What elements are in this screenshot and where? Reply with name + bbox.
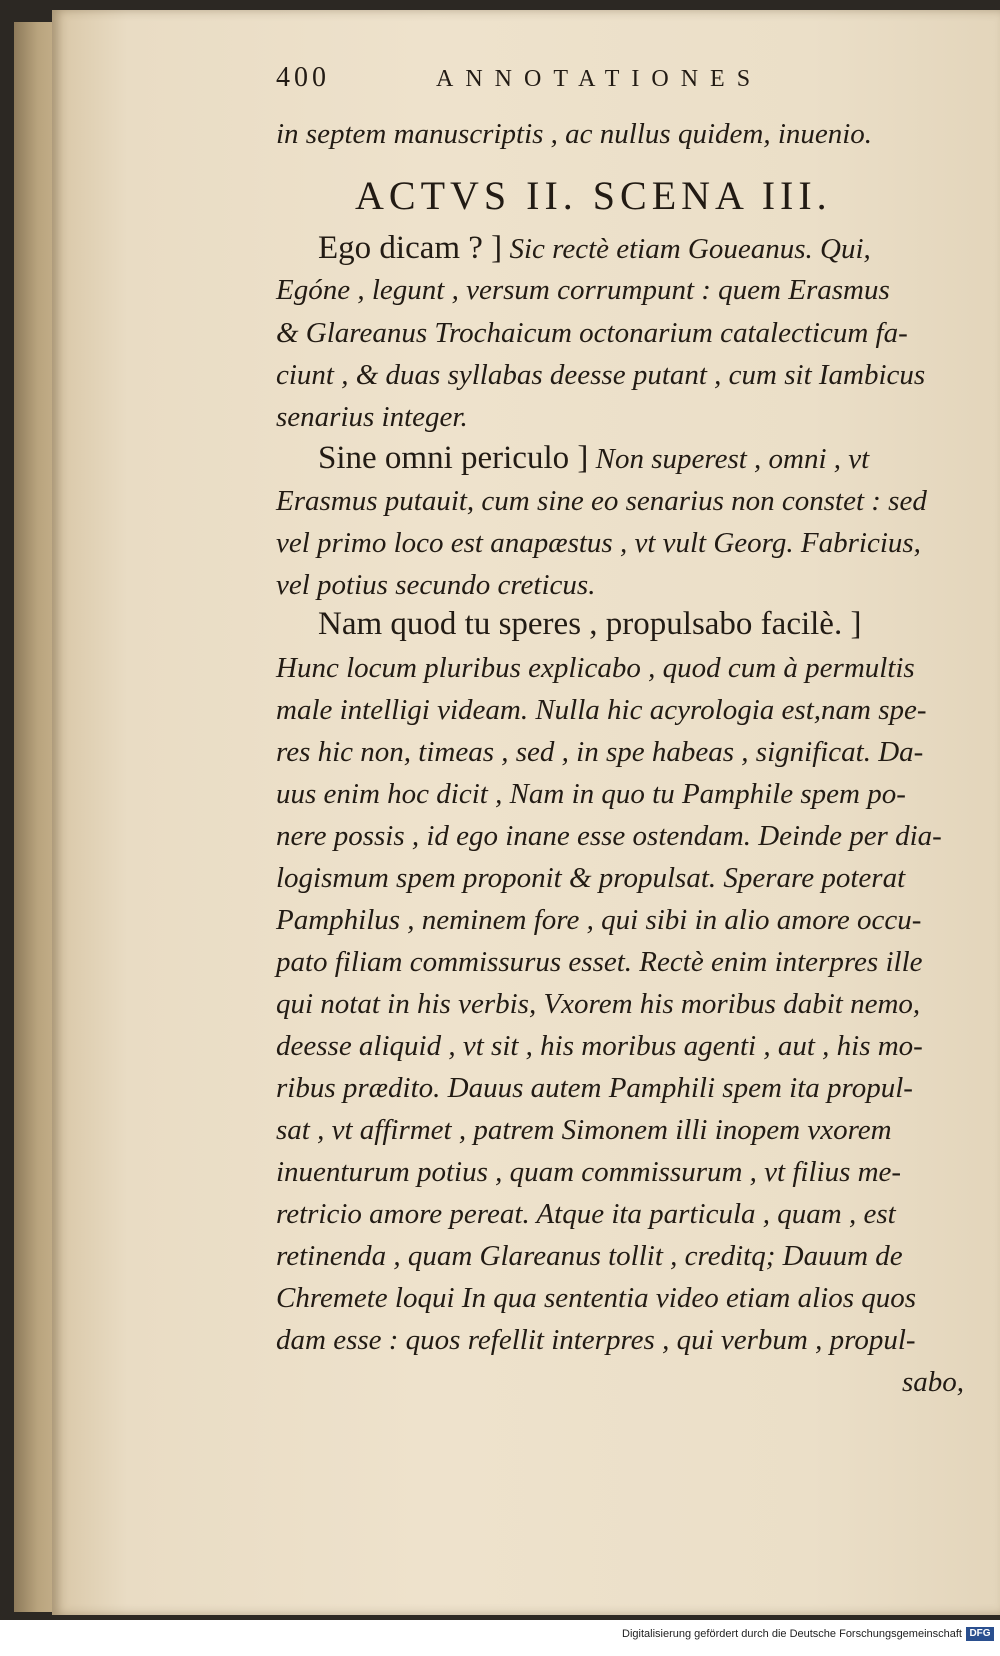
running-title: ANNOTATIONES — [436, 66, 763, 92]
text-line: vel primo loco est anapæstus , vt vult Georg. Fabricius, — [276, 527, 921, 559]
text-line: retricio amore pereat. Atque ita particula , quam , est — [276, 1198, 896, 1230]
text-line: ribus prædito. Dauus autem Pamphili spem ita propul- — [276, 1072, 913, 1104]
text-line: uus enim hoc dicit , Nam in quo tu Pamphile spem po- — [276, 778, 906, 810]
text-line: senarius integer. — [276, 401, 468, 433]
text-line: male intelligi videam. Nulla hic acyrologia est,nam spe- — [276, 694, 927, 726]
text-line: deesse aliquid , vt sit , his moribus agenti , aut , his mo- — [276, 1030, 923, 1062]
text-line: Erasmus putauit, cum sine eo senarius non constet : sed — [276, 485, 927, 517]
text-line: res hic non, timeas , sed , in spe habeas , significat. Da- — [276, 736, 924, 768]
lemma: Nam quod tu speres , propulsabo facilè. ] — [318, 606, 862, 642]
text-line — [318, 438, 1000, 479]
text-line: & Glareanus Trochaicum octonarium catalecticum fa- — [276, 317, 908, 349]
footer-credit: Digitalisierung gefördert durch die Deutsche Forschungsgemeinschaft — [622, 1628, 962, 1640]
commentary: Non superest , omni , vt — [588, 443, 870, 475]
text-line: Egóne , legunt , versum corrumpunt : quem Erasmus — [276, 274, 890, 306]
catchword: sabo, — [902, 1366, 965, 1398]
text-line: sat , vt affirmet , patrem Simonem illi inopem vxorem — [276, 1114, 892, 1146]
text-line: ciunt , & duas syllabas deesse putant , cum sit Iambicus — [276, 359, 926, 391]
running-head — [276, 62, 1000, 94]
text-line: in septem manuscriptis , ac nullus quidem, inuenio. — [276, 118, 873, 150]
commentary: Sic rectè etiam Goueanus. Qui, — [502, 233, 871, 265]
text-line: vel potius secundo creticus. — [276, 569, 596, 601]
lemma: Sine omni periculo ] — [318, 440, 589, 476]
text-line: nere possis , id ego inane esse ostendam. Deinde per dia- — [276, 820, 942, 852]
text-line: Chremete loqui In qua sententia video etiam alios quos — [276, 1282, 917, 1314]
text-line — [318, 604, 1000, 645]
text-line: pato filiam commissurus esset. Rectè enim interpres ille — [276, 946, 923, 978]
text-line — [318, 228, 1000, 269]
scene-heading: ACTVS II. SCENA III. — [355, 173, 832, 218]
text-line: retinenda , quam Glareanus tollit , creditq; Dauum de — [276, 1240, 903, 1272]
dfg-logo-icon: DFG — [966, 1627, 994, 1641]
text-line: qui notat in his verbis, Vxorem his moribus dabit nemo, — [276, 988, 921, 1020]
lemma: Ego dicam ? ] — [318, 230, 503, 266]
page-number: 400 — [276, 62, 330, 93]
text-line: Hunc locum pluribus explicabo , quod cum à permultis — [276, 652, 915, 684]
text-line: dam esse : quos refellit interpres , qui verbum , propul- — [276, 1324, 916, 1356]
text-line: Pamphilus , neminem fore , qui sibi in alio amore occu- — [276, 904, 922, 936]
text-line: inuenturum potius , quam commissurum , vt filius me- — [276, 1156, 902, 1188]
text-line: logismum spem proponit & propulsat. Sperare poterat — [276, 862, 906, 894]
